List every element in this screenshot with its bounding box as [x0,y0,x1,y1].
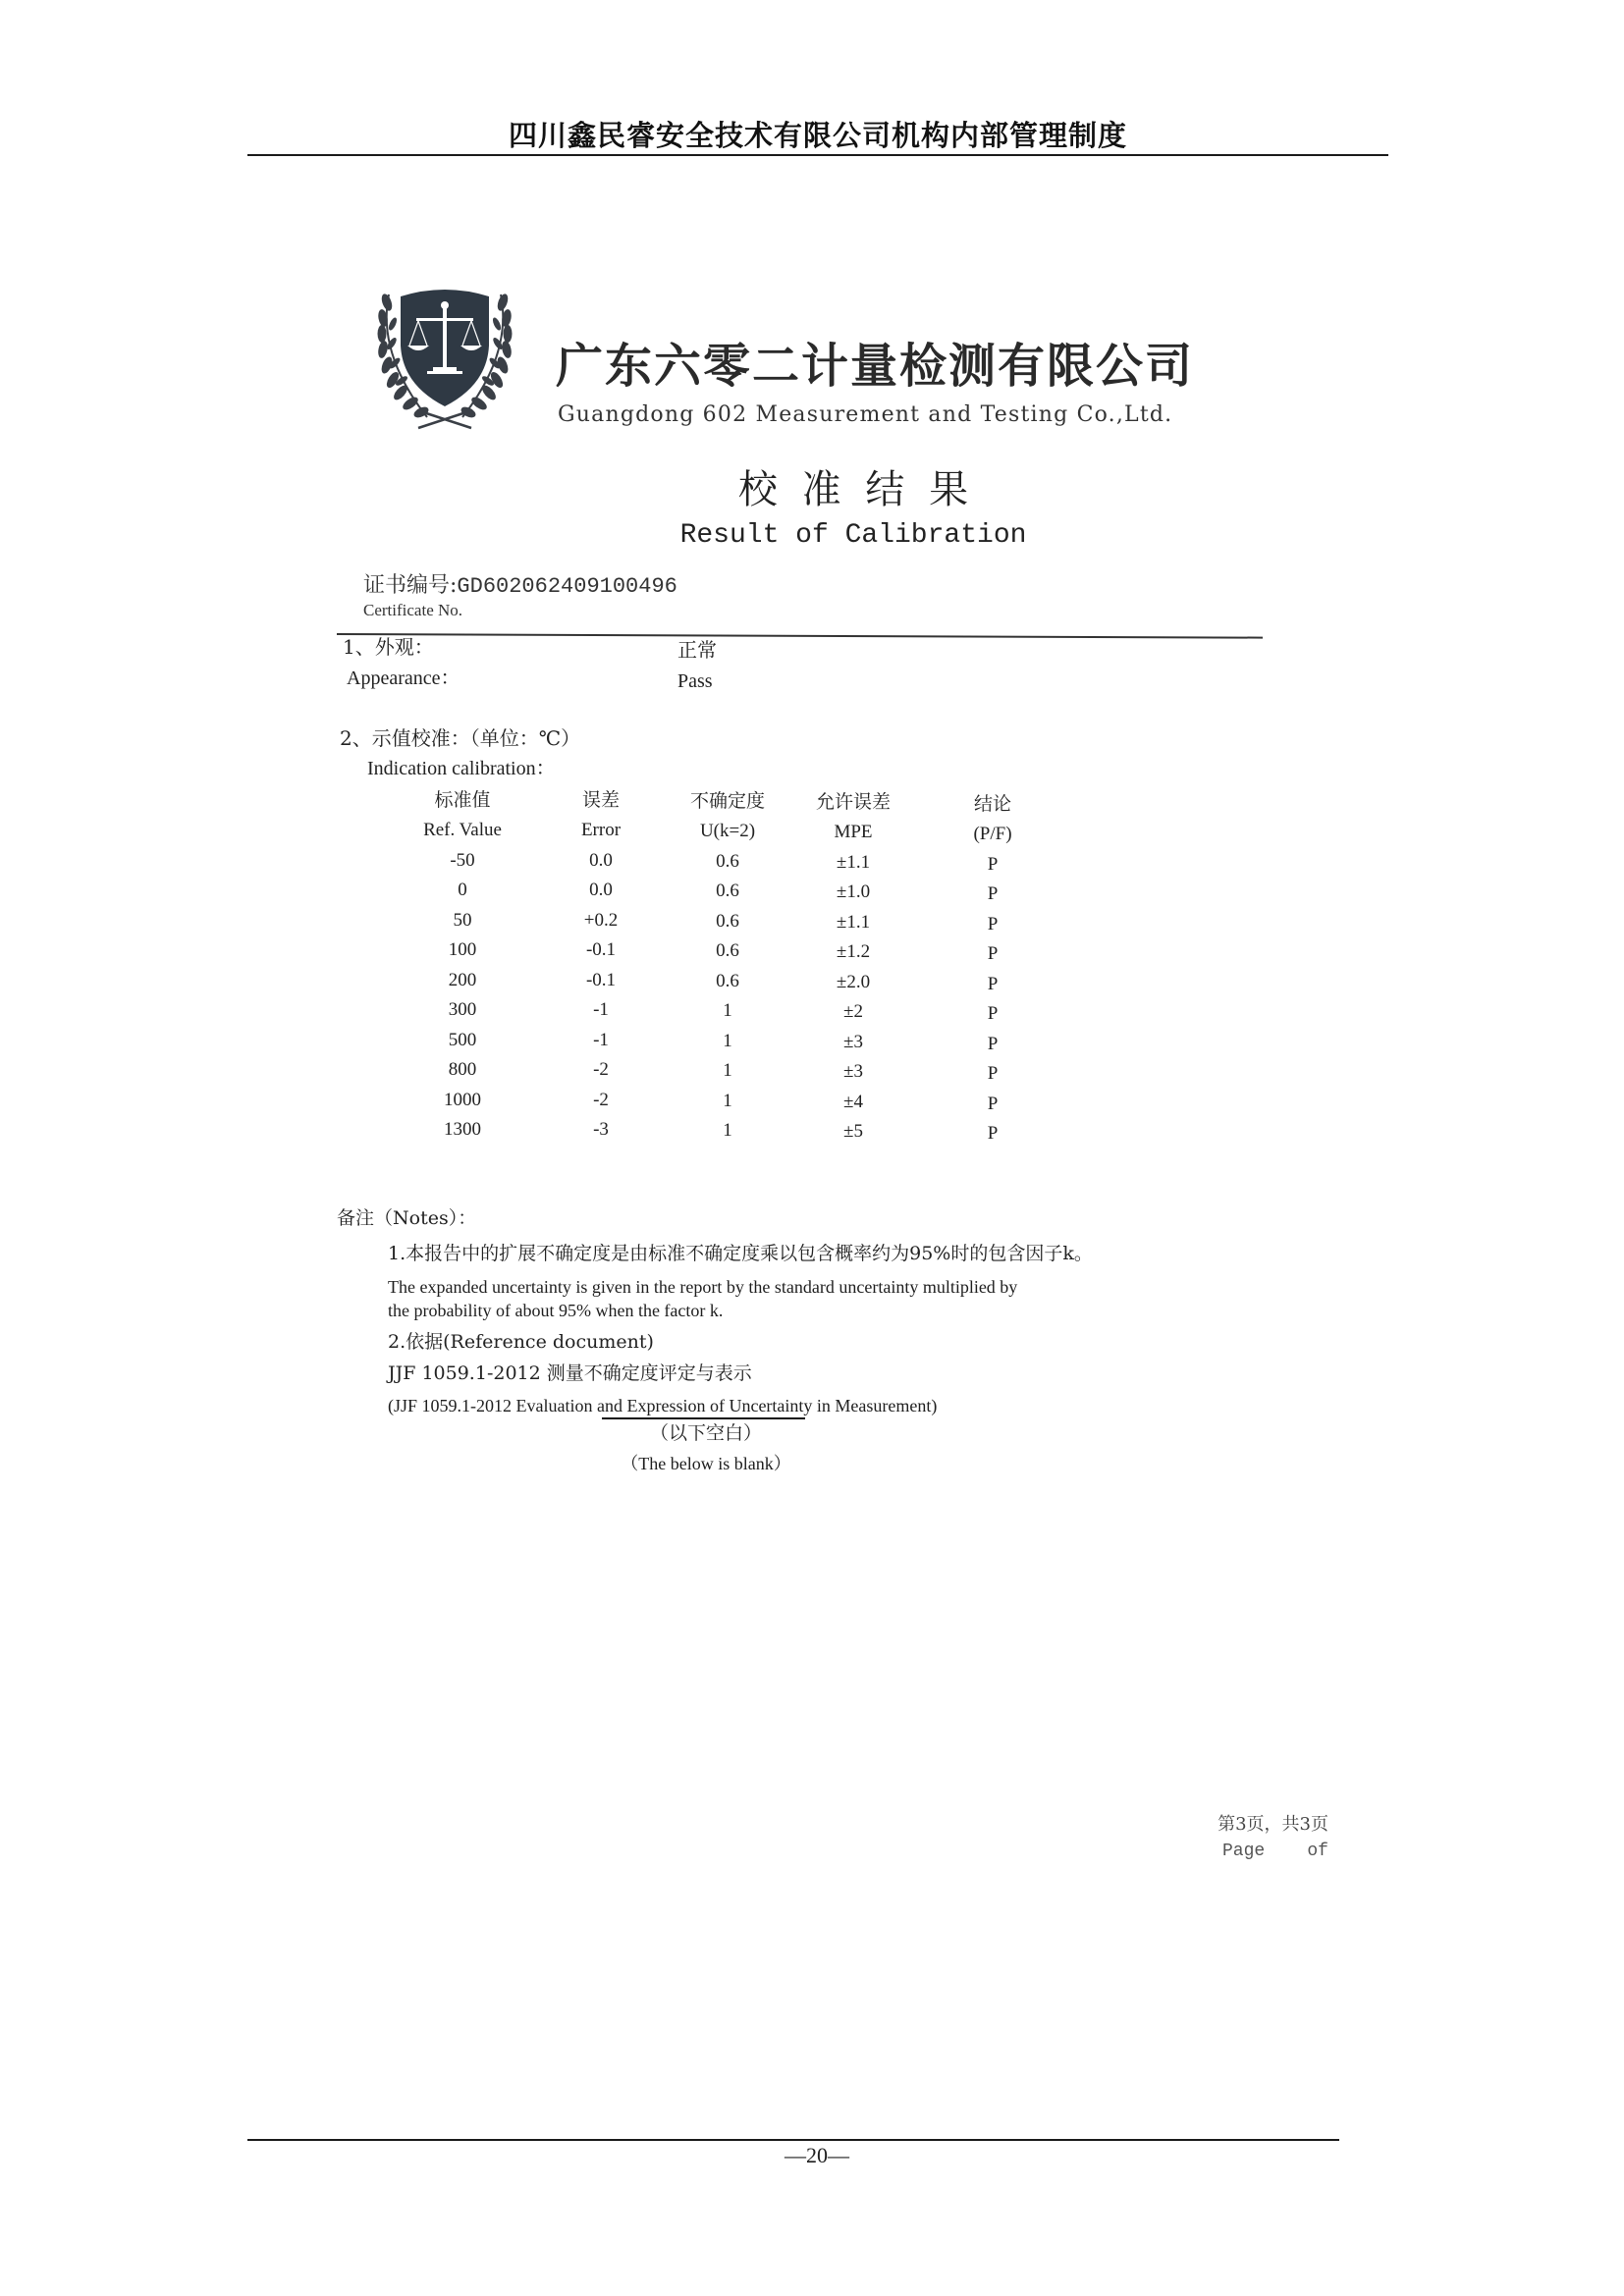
company-logo [373,285,516,432]
notes-heading: 备注（Notes）： [337,1207,477,1229]
table-cell: 1 [723,1090,732,1111]
table-cell: P [987,1033,999,1054]
table-cell: 500 [448,1029,477,1050]
indication-label-en: Indication calibration： [367,758,556,779]
crossed-stems [417,410,472,428]
table-cell: P [987,943,999,965]
table-cell: 0.0 [589,880,613,901]
column-header-cn: 标准值 [434,788,491,811]
table-cell: P [987,973,999,994]
table-cell: ±2 [843,1001,863,1023]
appearance-value-cn: 正常 [677,638,717,662]
table-cell: 1 [723,1030,732,1051]
calibration-table [394,785,1063,1145]
table-cell: 800 [448,1059,477,1081]
table-cell: 300 [448,999,477,1021]
column-header-en: Ref. Value [423,820,502,841]
handwritten-underline [602,1417,805,1419]
note-line: JJF 1059.1-2012 测量不确定度评定与表示 [388,1362,752,1384]
document-title-cn: 校 准 结 果 [737,467,975,512]
table-cell: -50 [450,849,475,871]
table-cell: 0.0 [589,849,613,871]
table-cell: -2 [593,1059,609,1081]
page-info-en: Page of [1221,1842,1328,1861]
table-cell: ±2.0 [836,971,871,992]
header-divider [247,154,1388,156]
table-cell: P [987,1003,999,1025]
indication-label-cn: 2、示值校准：（单位：℃） [340,726,581,750]
table-cell: ±3 [843,1031,863,1052]
page-info-cn: 第3页，共3页 [1218,1814,1328,1835]
note-line: 1.本报告中的扩展不确定度是由标准不确定度乘以包含概率约为95%时的包含因子k。 [388,1243,1093,1264]
appearance-label-cn: 1、外观： [343,635,434,659]
table-cell: P [987,913,999,934]
table-cell: +0.2 [583,909,619,931]
table-cell: -1 [593,999,609,1021]
table-cell: P [987,1123,999,1145]
company-name-en: Guangdong 602 Measurement and Testing Co.,Ltd. [558,402,1173,427]
table-cell: 0.6 [716,850,739,872]
table-cell: -3 [593,1119,609,1141]
table-cell: P [987,1093,999,1114]
table-cell: 0.6 [716,940,739,962]
table-cell: -2 [593,1089,609,1110]
certificate-number-line [363,575,677,598]
note-line: (JJF 1059.1-2012 Evaluation and Expression of Uncertainty in Measurement) [388,1396,938,1415]
table-cell: ±3 [843,1061,863,1083]
table-cell: 50 [453,909,472,931]
column-header-cn: 结论 [973,792,1011,815]
note-line: the probability of about 95% when the factor k. [388,1301,724,1320]
table-cell: -0.1 [585,939,617,961]
appearance-value-en: Pass [677,670,713,692]
table-cell: 0.6 [716,970,739,991]
table-cell: ±1.1 [836,911,871,933]
footer-page-number: —20— [785,2143,849,2167]
column-header-cn: 不确定度 [689,789,765,812]
footer-divider [247,2139,1339,2141]
table-cell: 0.6 [716,881,739,902]
note-line: 2.依据(Reference document) [388,1331,654,1353]
table-cell: P [987,853,999,875]
certificate-divider [337,633,1263,639]
document-title-en: Result of Calibration [679,520,1027,551]
column-header-en: U(k=2) [699,821,756,842]
table-cell: P [987,883,999,905]
table-cell: 0.6 [716,910,739,932]
blank-marker-cn: （以下空白） [649,1422,762,1444]
column-header-cn: 允许误差 [815,790,891,813]
certificate-label-en: Certificate No. [363,601,463,619]
table-cell: ±1.0 [836,881,871,903]
table-cell: -1 [593,1029,609,1050]
certificate-label-cn: 证书编号: [363,573,458,598]
table-cell: 0 [458,880,467,901]
certificate-number: GD602062409100496 [457,574,677,599]
column-header-cn: 误差 [581,788,620,811]
table-cell: ±4 [843,1091,863,1112]
table-cell: 1000 [444,1089,481,1110]
table-cell: 100 [448,939,477,961]
table-cell: -0.1 [585,969,617,990]
document-header-title: 四川鑫民睿安全技术有限公司机构内部管理制度 [508,119,1127,152]
column-header-en: MPE [834,822,873,843]
table-cell: 1 [723,1060,732,1082]
blank-marker-en: （The below is blank） [621,1454,791,1473]
company-name-cn: 广东六零二计量检测有限公司 [556,339,1195,394]
table-cell: 1 [723,1000,732,1022]
table-cell: ±1.1 [836,851,871,873]
table-cell: P [987,1063,999,1085]
table-cell: ±1.2 [836,941,871,963]
table-cell: ±5 [843,1121,863,1143]
note-line: The expanded uncertainty is given in the report by the standard uncertainty multiplied by [388,1277,1018,1297]
table-cell: 1300 [444,1119,481,1141]
table-cell: 1 [723,1120,732,1142]
appearance-label-en: Appearance： [347,667,460,689]
column-header-en: Error [580,820,622,841]
table-cell: 200 [448,969,477,990]
column-header-en: (P/F) [973,824,1012,845]
